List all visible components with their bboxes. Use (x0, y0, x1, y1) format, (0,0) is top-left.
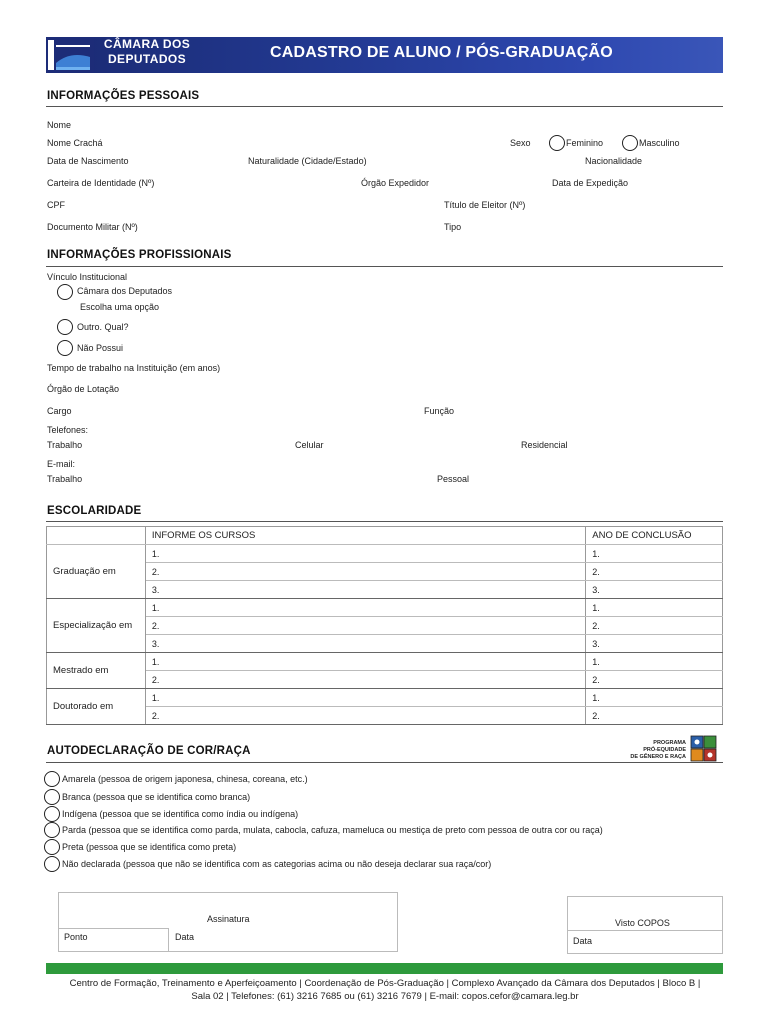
curso-input[interactable]: 1. (145, 653, 585, 671)
table-row (47, 635, 723, 653)
table-row (47, 617, 723, 635)
curso-input[interactable]: 2. (145, 617, 585, 635)
section-professional-title: INFORMAÇÕES PROFISSIONAIS (47, 249, 232, 261)
footer-bar (46, 963, 723, 974)
table-row (47, 581, 723, 599)
table-row (47, 689, 723, 707)
section-divider (46, 106, 723, 107)
table-row (47, 671, 723, 689)
logo-text (97, 37, 197, 67)
program-line3: DE GÊNERO E RAÇA (630, 754, 686, 760)
logo (46, 37, 94, 73)
curso-input[interactable]: 3. (145, 581, 585, 599)
ano-input[interactable]: 2. (586, 617, 723, 635)
amarela-radio[interactable] (44, 771, 60, 787)
nacionalidade-field[interactable]: Nacionalidade (585, 156, 643, 166)
data-expedicao-field[interactable]: Data de Expedição (552, 178, 629, 188)
nao-possui-label: Não Possui (77, 343, 124, 353)
email-pessoal-field[interactable]: Pessoal (437, 474, 470, 484)
curso-input[interactable]: 1. (145, 689, 585, 707)
masculino-radio[interactable] (622, 135, 638, 151)
curso-input[interactable]: 1. (145, 599, 585, 617)
section-divider (46, 266, 723, 267)
titulo-eleitor-field[interactable]: Título de Eleitor (Nº) (444, 200, 526, 210)
page-title: CADASTRO DE ALUNO / PÓS-GRADUAÇÃO (270, 44, 613, 61)
vinculo-label: Vínculo Institucional (47, 272, 128, 282)
ano-input[interactable]: 2. (586, 707, 723, 725)
ano-input[interactable]: 2. (586, 671, 723, 689)
footer-line1: Centro de Formação, Treinamento e Aperfeiçoamento | Coordenação de Pós-Graduação | Complexo Avançado da Câmara dos Deputados | Bloco B | (69, 978, 701, 989)
col-cursos-header: INFORME OS CURSOS (145, 527, 585, 545)
cargo-field[interactable]: Cargo (47, 406, 72, 416)
section-race-title: AUTODECLARAÇÃO DE COR/RAÇA (47, 745, 251, 757)
table-row (47, 563, 723, 581)
data-field[interactable]: Data (175, 932, 195, 942)
especializacao-label: Especialização em (47, 599, 146, 653)
curso-input[interactable]: 2. (145, 707, 585, 725)
section-divider (46, 762, 723, 763)
ano-input[interactable]: 3. (586, 581, 723, 599)
table-row (47, 545, 723, 563)
tipo-field[interactable]: Tipo (444, 222, 462, 232)
documento-militar-field[interactable]: Documento Militar (Nº) (47, 222, 138, 232)
mestrado-label: Mestrado em (47, 653, 146, 689)
preta-label: Preta (pessoa que se identifica como preta) (62, 842, 237, 852)
email-trabalho-field[interactable]: Trabalho (47, 474, 83, 484)
program-label (618, 740, 686, 761)
outro-label: Outro. Qual? (77, 322, 129, 332)
escolha-opcao-select[interactable]: Escolha uma opção (80, 302, 160, 312)
indigena-radio[interactable] (44, 806, 60, 822)
email-label: E-mail: (47, 459, 76, 469)
ponto-field[interactable]: Ponto (64, 932, 88, 942)
parda-radio[interactable] (44, 822, 60, 838)
ano-input[interactable]: 1. (586, 653, 723, 671)
telefones-label: Telefones: (47, 425, 89, 435)
pro-equidade-logo-icon (690, 735, 717, 763)
nome-cracha-field[interactable]: Nome Crachá (47, 138, 103, 148)
program-line1: PROGRAMA (653, 740, 686, 746)
table-header-blank (47, 527, 146, 545)
table-row (47, 707, 723, 725)
parda-label: Parda (pessoa que se identifica como parda, mulata, cabocla, cafuza, mameluca ou mestiça de preto com pessoa de outra cor ou raça) (62, 825, 603, 835)
orgao-expedidor-field[interactable]: Órgão Expedidor (361, 178, 430, 188)
naturalidade-field[interactable]: Naturalidade (Cidade/Estado) (248, 156, 367, 166)
masculino-label: Masculino (639, 138, 680, 148)
data-nascimento-field[interactable]: Data de Nascimento (47, 156, 129, 166)
section-personal-title: INFORMAÇÕES PESSOAIS (47, 90, 200, 102)
visto-data-field[interactable]: Data (573, 936, 593, 946)
orgao-lotacao-field[interactable]: Órgão de Lotação (47, 384, 120, 394)
logo-line2: DEPUTADOS (107, 52, 187, 66)
visto-divider (567, 930, 723, 931)
program-logo (690, 735, 717, 763)
ano-input[interactable]: 3. (586, 635, 723, 653)
celular-field[interactable]: Celular (295, 440, 324, 450)
curso-input[interactable]: 1. (145, 545, 585, 563)
outro-radio[interactable] (57, 319, 73, 335)
education-table (46, 526, 723, 725)
nome-field[interactable]: Nome (47, 120, 72, 130)
assinatura-label: Assinatura (207, 914, 250, 924)
ano-input[interactable]: 2. (586, 563, 723, 581)
feminino-radio[interactable] (549, 135, 565, 151)
residencial-field[interactable]: Residencial (521, 440, 568, 450)
funcao-field[interactable]: Função (424, 406, 455, 416)
graduacao-label: Graduação em (47, 545, 146, 599)
tempo-trabalho-field[interactable]: Tempo de trabalho na Instituição (em anos) (47, 363, 221, 373)
carteira-identidade-field[interactable]: Carteira de Identidade (Nº) (47, 178, 155, 188)
program-line2: PRÓ-EQUIDADE (643, 747, 686, 753)
visto-label: Visto COPOS (615, 918, 670, 928)
camara-label: Câmara dos Deputados (77, 286, 173, 296)
indigena-label: Indígena (pessoa que se identifica como índia ou indígena) (62, 809, 299, 819)
sexo-label: Sexo (510, 138, 531, 148)
ano-input[interactable]: 1. (586, 545, 723, 563)
ano-input[interactable]: 1. (586, 689, 723, 707)
logo-emblem-icon (46, 37, 94, 73)
branca-label: Branca (pessoa que se identifica como branca) (62, 792, 251, 802)
camara-radio[interactable] (57, 284, 73, 300)
preta-radio[interactable] (44, 839, 60, 855)
section-education-title: ESCOLARIDADE (47, 505, 142, 517)
nao-declarada-radio[interactable] (44, 856, 60, 872)
col-ano-header: ANO DE CONCLUSÃO (586, 527, 723, 545)
table-row (47, 653, 723, 671)
nao-declarada-label: Não declarada (pessoa que não se identifica com as categorias acima ou não deseja declarar sua raça/cor) (62, 859, 492, 869)
nao-possui-radio[interactable] (57, 340, 73, 356)
doutorado-label: Doutorado em (47, 689, 146, 725)
tel-trabalho-field[interactable]: Trabalho (47, 440, 83, 450)
feminino-label: Feminino (566, 138, 604, 148)
curso-input[interactable]: 2. (145, 671, 585, 689)
curso-input[interactable]: 3. (145, 635, 585, 653)
branca-radio[interactable] (44, 789, 60, 805)
amarela-label: Amarela (pessoa de origem japonesa, chinesa, coreana, etc.) (62, 774, 308, 784)
logo-line1: CÂMARA DOS (103, 37, 191, 51)
table-row (47, 599, 723, 617)
section-divider (46, 521, 723, 522)
curso-input[interactable]: 2. (145, 563, 585, 581)
ano-input[interactable]: 1. (586, 599, 723, 617)
footer-line2: Sala 02 | Telefones: (61) 3216 7685 ou (61) 3216 7679 | E-mail: copos.cefor@camara.leg.br (191, 991, 579, 1002)
cpf-field[interactable]: CPF (47, 200, 65, 210)
table-header-row (47, 527, 723, 545)
